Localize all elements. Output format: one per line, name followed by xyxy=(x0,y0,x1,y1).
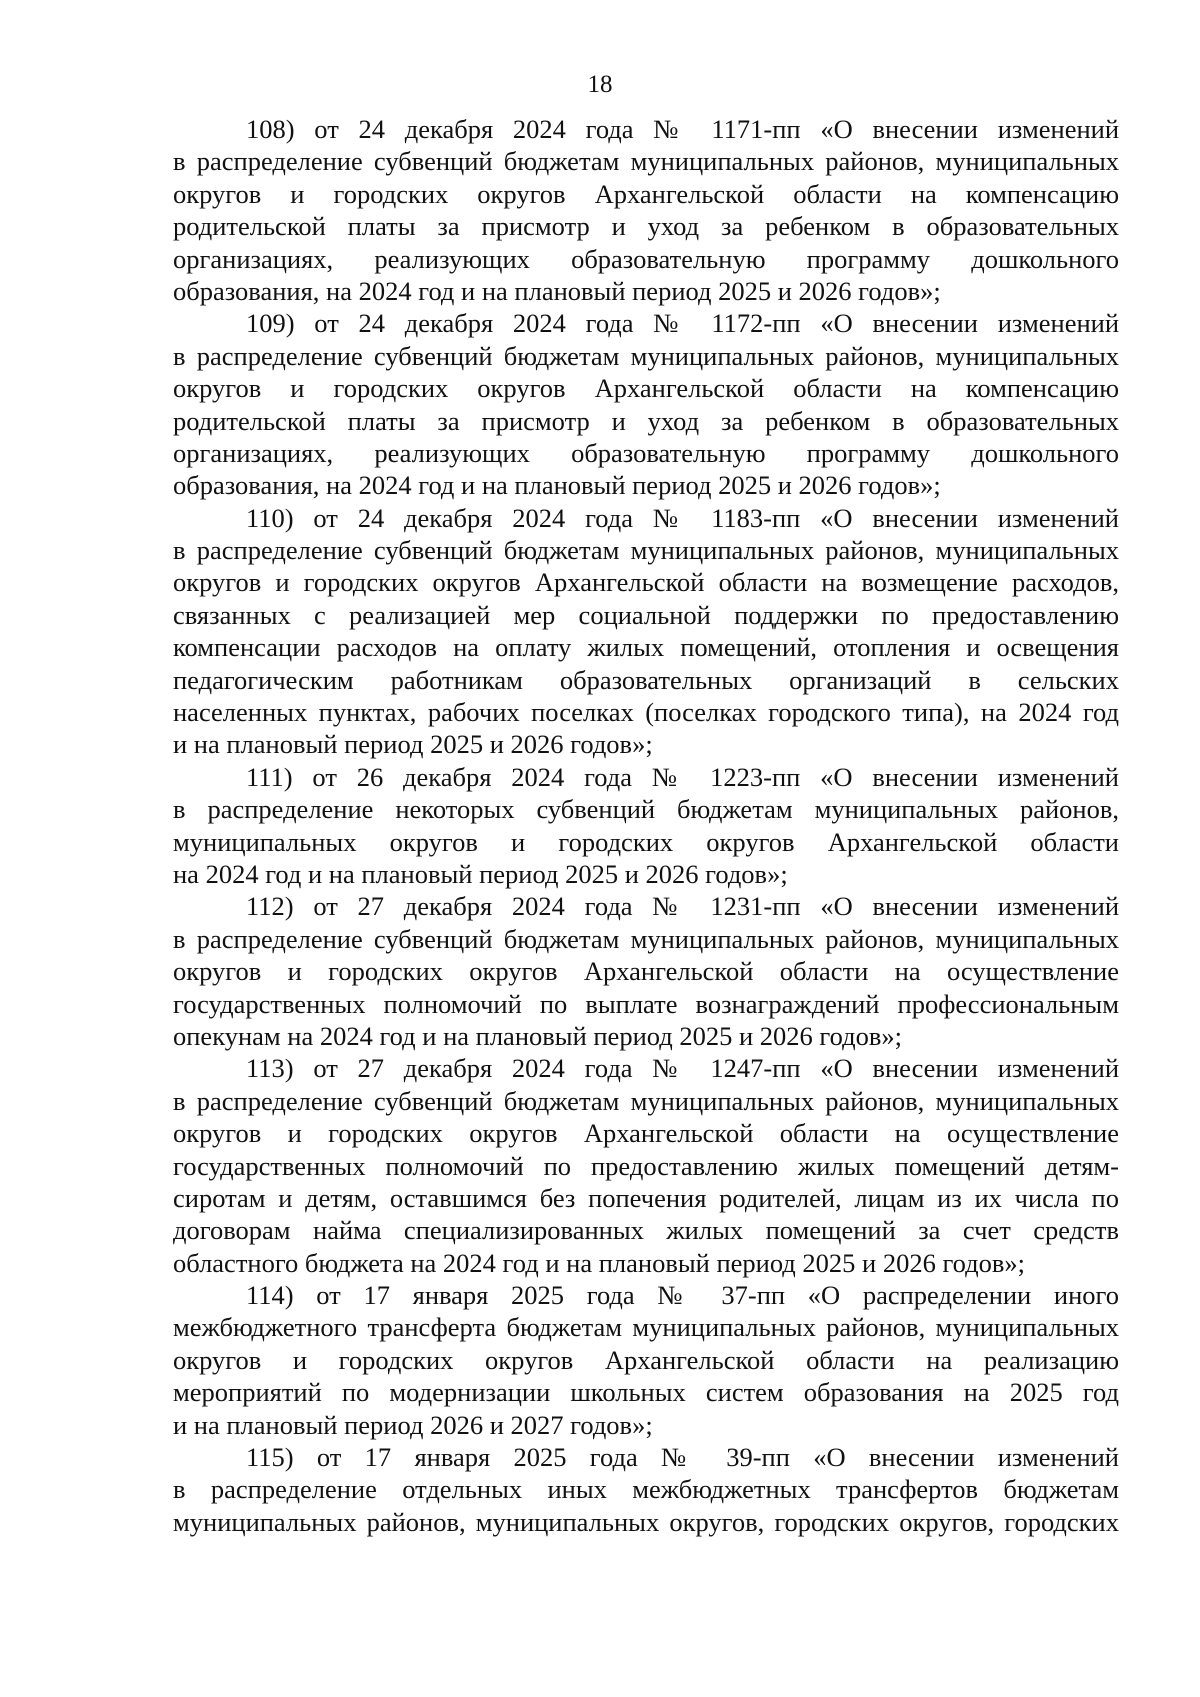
text-line: 114) от 17 января 2025 года № 37-пп «О распределении иного xyxy=(246,1280,1119,1311)
list-item xyxy=(173,1052,1119,1279)
list-item xyxy=(173,890,1119,1052)
text-line: на 2024 год и на плановый период 2025 и 2026 годов»; xyxy=(173,858,788,889)
text-line: государственных полномочий по выплате вознаграждений профессиональным xyxy=(173,988,1119,1019)
text-line: и на плановый период 2026 и 2027 годов»; xyxy=(173,1409,653,1440)
list-item xyxy=(173,502,1119,761)
list-item xyxy=(173,113,1119,307)
text-line: 115) от 17 января 2025 года № 39-пп «О внесении изменений xyxy=(246,1442,1119,1473)
text-line: областного бюджета на 2024 год и на плановый период 2025 и 2026 годов»; xyxy=(173,1247,1026,1278)
text-line: в распределение субвенций бюджетам муниципальных районов, муниципальных xyxy=(173,146,1119,177)
text-line: округов и городских округов Архангельской области на реализацию xyxy=(173,1344,1119,1375)
text-line: в распределение отдельных иных межбюджетных трансфертов бюджетам xyxy=(173,1474,1119,1505)
text-line: образования, на 2024 год и на плановый период 2025 и 2026 годов»; xyxy=(173,470,941,501)
text-line: межбюджетного трансферта бюджетам муниципальных районов, муниципальных xyxy=(173,1312,1119,1343)
text-line: педагогическим работникам образовательных организаций в сельских xyxy=(173,664,1119,695)
text-line: опекунам на 2024 год и на плановый период 2025 и 2026 годов»; xyxy=(173,1020,902,1051)
text-line: 112) от 27 декабря 2024 года № 1231-пп «О внесении изменений xyxy=(246,891,1119,922)
text-line: 109) от 24 декабря 2024 года № 1172-пп «О внесении изменений xyxy=(246,308,1119,339)
document-body xyxy=(173,113,1119,1538)
text-line: в распределение некоторых субвенций бюджетам муниципальных районов, xyxy=(173,794,1119,825)
text-line: мероприятий по модернизации школьных систем образования на 2025 год xyxy=(173,1377,1119,1408)
text-line: 113) от 27 декабря 2024 года № 1247-пп «О внесении изменений xyxy=(246,1053,1119,1084)
text-line: и на плановый период 2025 и 2026 годов»; xyxy=(173,729,653,760)
text-line: родительской платы за присмотр и уход за ребенком в образовательных xyxy=(173,211,1119,242)
text-line: 108) от 24 декабря 2024 года № 1171-пп «О внесении изменений xyxy=(246,114,1119,144)
text-line: родительской платы за присмотр и уход за ребенком в образовательных xyxy=(173,405,1119,436)
text-line: округов и городских округов Архангельской области на компенсацию xyxy=(173,178,1119,209)
text-line: организациях, реализующих образовательную программу дошкольного xyxy=(173,437,1119,468)
list-item xyxy=(173,1279,1119,1441)
text-line: связанных с реализацией мер социальной поддержки по предоставлению xyxy=(173,599,1119,630)
text-line: округов и городских округов Архангельской области на возмещение расходов, xyxy=(173,567,1119,598)
text-line: округов и городских округов Архангельской области на осуществление xyxy=(173,1118,1119,1149)
text-line: населенных пунктах, рабочих поселках (поселках городского типа), на 2024 год xyxy=(173,697,1119,728)
text-line: в распределение субвенций бюджетам муниципальных районов, муниципальных xyxy=(173,340,1119,371)
text-line: муниципальных районов, муниципальных округов, городских округов, городских xyxy=(173,1506,1119,1537)
text-line: 111) от 26 декабря 2024 года № 1223-пп «О внесении изменений xyxy=(246,761,1119,792)
text-line: образования, на 2024 год и на плановый период 2025 и 2026 годов»; xyxy=(173,275,941,306)
text-line: государственных полномочий по предоставлению жилых помещений детям- xyxy=(173,1150,1119,1181)
list-item xyxy=(173,1441,1119,1538)
text-line: организациях, реализующих образовательную программу дошкольного xyxy=(173,243,1119,274)
text-line: договорам найма специализированных жилых помещений за счет средств xyxy=(173,1215,1119,1246)
text-line: округов и городских округов Архангельской области на осуществление xyxy=(173,956,1119,987)
text-line: в распределение субвенций бюджетам муниципальных районов, муниципальных xyxy=(173,923,1119,954)
text-line: сиротам и детям, оставшимся без попечения родителей, лицам из их числа по xyxy=(173,1182,1119,1213)
page-number: 18 xyxy=(587,71,613,98)
list-item xyxy=(173,761,1119,891)
text-line: муниципальных округов и городских округов Архангельской области xyxy=(173,826,1119,857)
text-line: в распределение субвенций бюджетам муниципальных районов, муниципальных xyxy=(173,1085,1119,1116)
text-line: 110) от 24 декабря 2024 года № 1183-пп «О внесении изменений xyxy=(246,502,1119,533)
text-line: в распределение субвенций бюджетам муниципальных районов, муниципальных xyxy=(173,535,1119,566)
text-line: компенсации расходов на оплату жилых помещений, отопления и освещения xyxy=(173,632,1119,663)
list-item xyxy=(173,307,1119,501)
text-line: округов и городских округов Архангельской области на компенсацию xyxy=(173,373,1119,404)
